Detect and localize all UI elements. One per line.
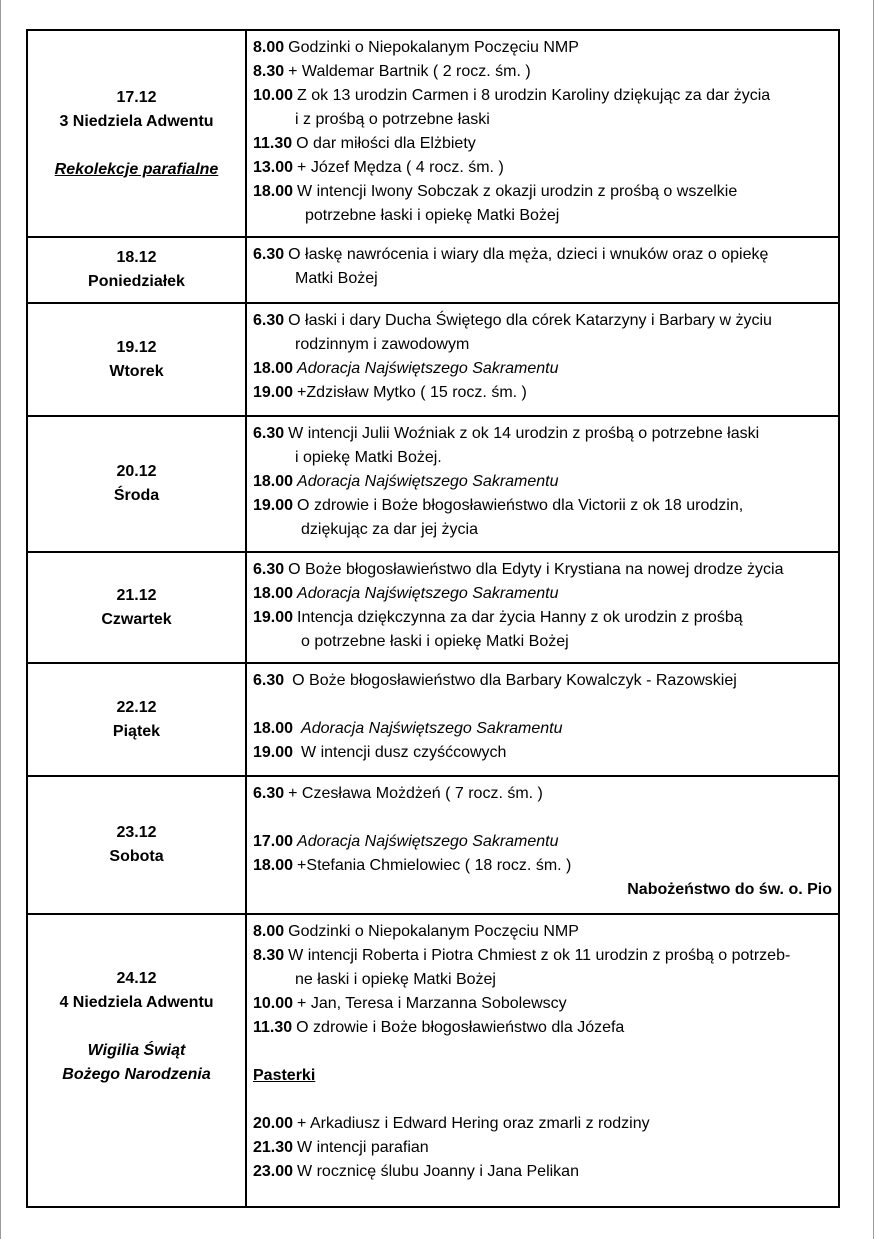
mass-entry	[253, 717, 834, 741]
date-label: 22.12	[116, 698, 157, 716]
mass-time: 18.00	[253, 857, 294, 874]
mass-time: 20.00	[253, 1115, 294, 1132]
date-label: 18.12	[116, 249, 157, 266]
mass-time: 8.30	[253, 947, 285, 964]
mass-intention: Adoracja Najświętszego Sakramentu	[297, 585, 559, 602]
mass-entry	[253, 60, 834, 84]
mass-time: 8.00	[253, 39, 285, 56]
mass-intention: + Waldemar Bartnik ( 2 rocz. śm. )	[288, 63, 531, 80]
mass-entry	[253, 606, 834, 630]
mass-time: 19.00	[253, 497, 294, 514]
mass-intention: Godzinki o Niepokalanym Poczęciu NMP	[288, 39, 579, 56]
table-row	[28, 664, 838, 777]
mass-entry	[253, 992, 834, 1016]
mass-intention: W intencji Roberta i Piotra Chmiest z ok 11 urodzin z prośbą o potrzeb-	[288, 947, 791, 964]
intentions-cell	[247, 664, 838, 775]
date-label: 17.12	[116, 88, 157, 106]
mass-intention: O zdrowie i Boże błogosławieństwo dla Victorii z ok 18 urodzin,	[297, 497, 744, 514]
mass-intention: Adoracja Najświętszego Sakramentu	[297, 473, 559, 490]
mass-time: 8.00	[253, 923, 285, 940]
page-edge-left	[0, 0, 1, 1239]
day-name: Sobota	[109, 848, 164, 865]
intentions-cell	[247, 417, 838, 551]
mass-intention: Adoracja Najświętszego Sakramentu	[297, 360, 559, 377]
mass-intention-continued: potrzebne łaski i opiekę Matki Bożej	[305, 207, 560, 224]
mass-time: 6.30	[253, 672, 285, 689]
day-cell	[28, 238, 247, 302]
intentions-cell	[247, 304, 838, 415]
mass-time: 17.00	[253, 833, 294, 850]
mass-intention: W intencji Iwony Sobczak z okazji urodzin z prośbą o wszelkie	[297, 183, 738, 200]
mass-intention-continued: i opiekę Matki Bożej.	[295, 449, 442, 466]
date-label: 21.12	[116, 586, 157, 604]
table-row	[28, 304, 838, 417]
day-cell	[28, 777, 247, 913]
intentions-cell	[247, 553, 838, 662]
mass-time: 10.00	[253, 995, 294, 1012]
mass-intention-continued: i z prośbą o potrzebne łaski	[295, 111, 490, 128]
mass-entry	[253, 36, 834, 60]
mass-entry	[253, 1160, 834, 1184]
mass-entry	[253, 132, 834, 156]
mass-entry	[253, 156, 834, 180]
day-name: 3 Niedziela Adwentu	[59, 112, 214, 130]
mass-time: 13.00	[253, 159, 294, 176]
mass-time: 18.00	[253, 360, 294, 377]
mass-intention: +Zdzisław Mytko ( 15 rocz. śm. )	[297, 384, 527, 401]
day-cell	[28, 31, 247, 236]
intentions-cell	[247, 31, 838, 236]
mass-intention: Intencja dziękczynna za dar życia Hanny z ok urodzin z prośbą	[297, 609, 743, 626]
day-name: Wtorek	[109, 362, 164, 380]
date-label: 20.12	[116, 463, 157, 480]
mass-intention: W intencji dusz czyśćcowych	[301, 744, 507, 761]
mass-entry	[253, 669, 834, 693]
table-row	[28, 417, 838, 553]
mass-time: 19.00	[253, 609, 294, 626]
mass-time: 11.30	[253, 135, 293, 152]
table-row	[28, 553, 838, 664]
mass-intention: W rocznicę ślubu Joanny i Jana Pelikan	[297, 1163, 579, 1180]
intentions-cell	[247, 238, 838, 302]
mass-entry	[253, 1136, 834, 1160]
mass-entry	[253, 84, 834, 108]
intentions-cell	[247, 777, 838, 913]
mass-time: 6.30	[253, 561, 285, 578]
mass-time: 18.00	[253, 720, 294, 737]
mass-time: 10.00	[253, 87, 294, 104]
mass-intention: Adoracja Najświętszego Sakramentu	[297, 833, 559, 850]
mass-entry	[253, 854, 834, 878]
mass-time: 6.30	[253, 785, 285, 802]
mass-intention: +Stefania Chmielowiec ( 18 rocz. śm. )	[297, 857, 572, 874]
mass-intention: W intencji Julii Woźniak z ok 14 urodzin z prośbą o potrzebne łaski	[288, 425, 760, 442]
mass-intentions-table	[26, 29, 840, 1208]
date-label: 19.12	[116, 338, 157, 356]
mass-intention: W intencji parafian	[297, 1139, 429, 1156]
mass-entry	[253, 422, 834, 446]
mass-entry	[253, 357, 834, 381]
day-note: Wigilia Świąt	[87, 1042, 186, 1059]
day-name: Piątek	[112, 722, 161, 740]
mass-entry	[253, 558, 834, 582]
mass-intention: Godzinki o Niepokalanym Poczęciu NMP	[288, 923, 579, 940]
mass-time: 18.00	[253, 585, 294, 602]
mass-entry	[253, 180, 834, 204]
mass-intention-continued: ne łaski i opiekę Matki Bożej	[295, 971, 496, 988]
day-cell	[28, 304, 247, 415]
mass-intention: O łaskę nawrócenia i wiary dla męża, dzieci i wnuków oraz o opiekę	[288, 246, 769, 263]
day-name: Czwartek	[101, 610, 172, 628]
mass-entry	[253, 582, 834, 606]
mass-time: 6.30	[253, 312, 285, 329]
mass-entry	[253, 830, 834, 854]
day-name: Poniedziałek	[88, 273, 185, 290]
mass-time: 18.00	[253, 183, 294, 200]
mass-entry	[253, 1112, 834, 1136]
mass-time: 6.30	[253, 425, 285, 442]
date-label: 24.12	[116, 970, 157, 987]
mass-time: 11.30	[253, 1019, 293, 1036]
mass-intention-continued: dziękując za dar jej życia	[301, 521, 478, 538]
mass-entry	[253, 494, 834, 518]
mass-intention-continued: o potrzebne łaski i opiekę Matki Bożej	[301, 633, 569, 650]
mass-entry	[253, 920, 834, 944]
mass-time: 8.30	[253, 63, 285, 80]
mass-entry	[253, 309, 834, 333]
mass-time: 6.30	[253, 246, 285, 263]
mass-intention: Z ok 13 urodzin Carmen i 8 urodzin Karoliny dziękując za dar życia	[297, 87, 771, 104]
mass-intention: O Boże błogosławieństwo dla Edyty i Krystiana na nowej drodze życia	[288, 561, 784, 578]
mass-intention: O zdrowie i Boże błogosławieństwo dla Józefa	[296, 1019, 625, 1036]
day-cell	[28, 664, 247, 775]
mass-entry	[253, 944, 834, 968]
mass-entry	[253, 243, 834, 267]
mass-time: 23.00	[253, 1163, 294, 1180]
mass-intention-continued: rodzinnym i zawodowym	[295, 336, 470, 353]
day-note: Rekolekcje parafialne	[54, 160, 219, 178]
mass-intention: Adoracja Najświętszego Sakramentu	[301, 720, 563, 737]
day-name: Środa	[113, 487, 160, 504]
day-note: Bożego Narodzenia	[62, 1066, 211, 1083]
mass-time: 18.00	[253, 473, 294, 490]
mass-time: 19.00	[253, 744, 294, 761]
mass-intention: O Boże błogosławieństwo dla Barbary Kowalczyk - Razowskiej	[292, 672, 737, 689]
mass-intention: + Jan, Teresa i Marzanna Sobolewscy	[297, 995, 567, 1012]
table-row	[28, 31, 838, 238]
mass-intention: + Józef Mędza ( 4 rocz. śm. )	[297, 159, 504, 176]
intentions-cell	[247, 915, 838, 1206]
mass-entry	[253, 782, 834, 806]
mass-time: 19.00	[253, 384, 294, 401]
mass-intention: + Arkadiusz i Edward Hering oraz zmarli z rodziny	[297, 1115, 650, 1132]
day-cell	[28, 553, 247, 662]
day-cell	[28, 915, 247, 1206]
day-name: 4 Niedziela Adwentu	[59, 994, 214, 1011]
table-row	[28, 238, 838, 304]
mass-intention: O łaski i dary Ducha Świętego dla córek Katarzyny i Barbary w życiu	[288, 312, 772, 329]
devotion-note: Nabożeństwo do św. o. Pio	[627, 881, 832, 898]
table-row	[28, 915, 838, 1206]
mass-entry	[253, 741, 834, 765]
table-row	[28, 777, 838, 915]
mass-entry	[253, 1016, 834, 1040]
mass-time: 21.30	[253, 1139, 294, 1156]
mass-intention: + Czesława Możdżeń ( 7 rocz. śm. )	[288, 785, 543, 802]
mass-intention: O dar miłości dla Elżbiety	[296, 135, 476, 152]
date-label: 23.12	[116, 824, 157, 841]
day-cell	[28, 417, 247, 551]
mass-entry	[253, 381, 834, 405]
mass-intention-continued: Matki Bożej	[295, 270, 378, 287]
section-heading: Pasterki	[253, 1067, 316, 1084]
mass-entry	[253, 470, 834, 494]
